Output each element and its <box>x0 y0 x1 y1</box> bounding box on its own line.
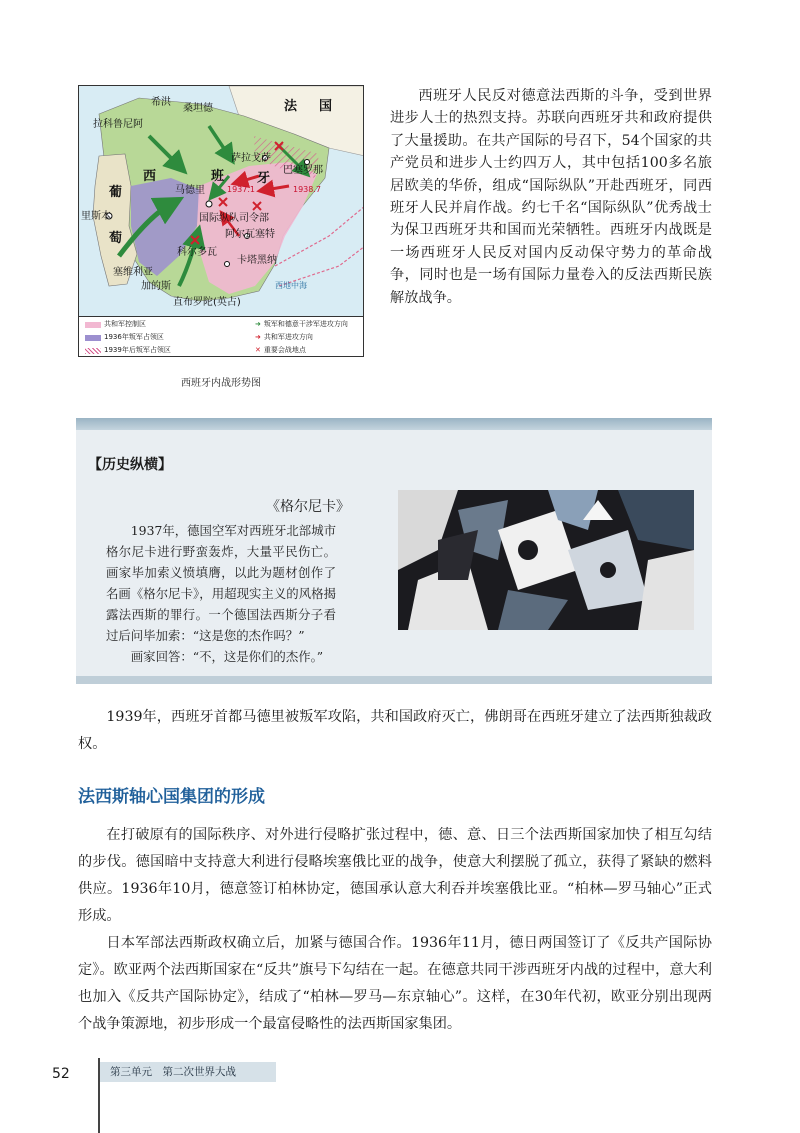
label-portugal-1: 葡 <box>109 185 123 200</box>
guernica-painting <box>398 490 694 630</box>
label-santander: 桑坦德 <box>183 103 213 114</box>
anti-comintern-paragraph: 日本军部法西斯政权确立后，加紧与德国合作。1936年11月，德日两国签订了《反共产国际协定》。欧亚两个法西斯国家在“反共”旗号下勾结在一起。在德意共同干涉西班牙内战的过程中，意大利也加入《反共产国际协定》，结成了“柏林—罗马—东京轴心”。这样，在30年代初，欧亚分别出现两个战争策源地，初步形成一个最富侵略性的法西斯国家集团。 <box>78 935 712 1032</box>
label-barcelona: 巴塞罗那 <box>283 165 323 176</box>
legend-swatch-rebel1939 <box>85 348 101 354</box>
legend-swatch-republic <box>85 322 101 328</box>
label-date-1937: 1937.1 <box>227 185 255 194</box>
label-intl-brigade-hq: 国际纵队司令部 <box>199 213 269 224</box>
legend-republic: 共和军控制区 <box>85 321 146 328</box>
label-zaragoza: 萨拉戈萨 <box>231 153 271 164</box>
cross-icon: ✕ <box>255 346 261 354</box>
label-date-1938: 1938.7 <box>293 185 321 194</box>
label-ban: 班 <box>211 169 225 184</box>
international-support-paragraph: 西班牙人民反对德意法西斯的斗争，受到世界进步人士的热烈支持。苏联向西班牙共和政府提供了大量援助。在共产国际的号召下，54个国家的共产党员和进步人士约四万人，其中包括100多名旅居欧美的华侨，组成“国际纵队”开赴西班牙，同西班牙人民并肩作战。约七千名“国际纵队”优秀战士为保卫西班牙共和国而光荣牺牲。西班牙内战既是一场西班牙人民反对国内反动保守势力的革命战争，同时也是一场有国际力量卷入的反法西斯民族解放战争。 <box>390 88 712 306</box>
label-west-mediterranean: 西地中海 <box>275 281 307 290</box>
guernica-story-body <box>106 520 336 667</box>
label-lisbon: 里斯本 <box>81 211 111 222</box>
history-box-title: 【历史纵横】 <box>88 457 172 473</box>
map-legend <box>79 316 364 357</box>
legend-swatch-rebel1936 <box>85 335 101 341</box>
guernica-painting-image <box>398 490 694 630</box>
guernica-story-paragraph-1: 1937年，德国空军对西班牙北部城市格尔尼卡进行野蛮轰炸，大量平民伤亡。画家毕加索义愤填膺，以此为题材创作了名画《格尔尼卡》，用超现实主义的风格揭露法西斯的罪行。一个德国法西斯分子看过后问毕加索：“这是您的杰作吗？” <box>106 523 336 643</box>
berlin-rome-axis-paragraph: 在打破原有的国际秩序、对外进行侵略扩张过程中，德、意、日三个法西斯国家加快了相互勾结的步伐。德国暗中支持意大利进行侵略埃塞俄比亚的战争，使意大利摆脱了孤立，获得了紧缺的燃料供应。1936年10月，德意签订柏林协定，德国承认意大利吞并埃塞俄比亚。“柏林—罗马轴心”正式形成。 <box>78 827 712 924</box>
spanish-civil-war-map <box>78 85 364 357</box>
history-box-top-bar <box>76 418 712 430</box>
green-arrow-icon: ➜ <box>255 320 261 328</box>
label-france-1: 法 <box>284 99 298 114</box>
label-xihong: 希洪 <box>151 97 171 108</box>
label-albacete: 阿尔瓦塞特 <box>225 229 275 240</box>
label-la-coruna: 拉科鲁尼阿 <box>93 119 143 130</box>
map-caption: 西班牙内战形势图 <box>181 378 261 389</box>
guernica-story-paragraph-2: 画家回答：“不，这是你们的杰作。” <box>130 649 324 664</box>
label-xi: 西 <box>143 169 157 184</box>
legend-republic-attack: ➜ 共和军进攻方向 <box>255 333 313 341</box>
label-seville: 塞维利亚 <box>113 267 153 278</box>
guernica-story-title: 《格尔尼卡》 <box>266 499 350 515</box>
history-sidebar-box <box>76 418 712 684</box>
label-cordoba: 科尔多瓦 <box>177 247 217 258</box>
history-box-bottom-bar <box>76 676 712 684</box>
label-gibraltar: 直布罗陀(英占) <box>173 297 241 308</box>
madrid-fall-paragraph: 1939年，西班牙首都马德里被叛军攻陷，共和国政府灭亡，佛朗哥在西班牙建立了法西斯独裁政权。 <box>78 709 712 752</box>
label-cartagena: 卡塔黑纳 <box>237 255 277 266</box>
label-cadiz: 加的斯 <box>141 281 171 292</box>
red-arrow-icon: ➜ <box>255 333 261 341</box>
legend-rebel-attack: ➜ 叛军和德意干涉军进攻方向 <box>255 320 348 328</box>
label-portugal-2: 萄 <box>109 231 123 246</box>
label-france-2: 国 <box>319 99 333 114</box>
label-ya: 牙 <box>257 171 271 186</box>
legend-rebel-1936: 1936年叛军占领区 <box>85 334 164 341</box>
page-number: 52 <box>52 1066 70 1082</box>
label-madrid: 马德里 <box>175 185 205 196</box>
legend-battle: ✕ 重要会战地点 <box>255 346 306 354</box>
footer-unit-title: 第三单元 第二次世界大战 <box>110 1066 236 1078</box>
legend-rebel-1939: 1939年后叛军占领区 <box>85 347 171 354</box>
section-heading: 法西斯轴心国集团的形成 <box>78 787 265 807</box>
